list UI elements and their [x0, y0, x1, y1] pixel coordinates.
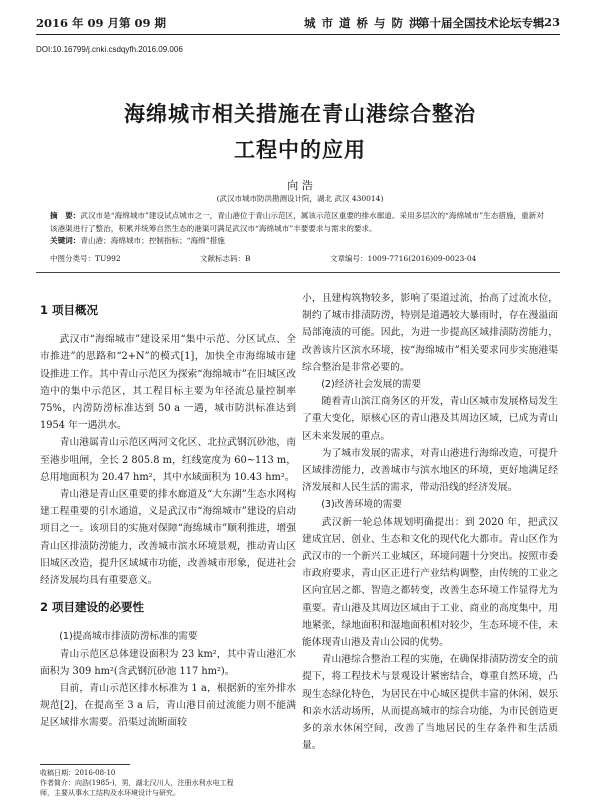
author-affiliation: (武汉市城市防洪勘测设计院，湖北 武汉 430014)	[216, 194, 384, 203]
left-column	[40, 300, 296, 732]
issue-date: 2016 年 09 月第 09 期	[36, 16, 167, 30]
paragraph: 目前，青山示范区排水标准为 1 a，根据新的室外排水规范[2]，在提高至 3 a 后，青山港目前过流能力则不能满足区域排水需要。沿渠过流断面较	[40, 683, 296, 729]
column-name: 第十届全国技术论坛专辑	[418, 16, 545, 30]
keywords-label: 关键词：	[50, 236, 81, 245]
doi: DOI:10.16799/j.cnki.csdqyfh.2016.09.006	[36, 45, 183, 54]
paragraph: 武汉市“海绵城市”建设采用“集中示范、分区试点、全市推进”的思路和“2+N”的模式[1]，加快全市海绵城市建设推进工作。其中青山示范区为探索“海绵城市”在旧城区改造中的集中示范区，其工程目标主要为年径流总量控制率 75%，内涝防涝标准达到 50 a 一遇，城市防洪标准达到 1954 年一遇洪水。	[40, 334, 296, 432]
paragraph: 青山示范区总体建设面积为 23 km²，其中青山港汇水面积为 309 hm²(含武钢沉砂池 117 hm²)。	[40, 648, 296, 677]
paragraph: 为了城市发展的需求，对青山港进行海绵改造，可提升区域排涝能力，改善城市与滨水地区的环境，更好地满足经济发展和人民生活的需求，带动沿线的经济发展。	[302, 447, 558, 494]
author-bio: 作者简介：向浩(1985-)，男，湖北汉川人，注册水利水电工程	[40, 779, 234, 787]
document-code: 文献标志码：B	[200, 254, 251, 263]
subheading: (1)提高城市排渍防涝标准的需要	[59, 631, 198, 643]
subheading: (2)经济社会发展的需要	[321, 379, 422, 391]
abstract-text: 武汉市是“海绵城市”建设试点城市之一，青山港位于青山示范区，属该示范区重要的排水廊道。采用多层次的“海绵城市”生态措施，重新对该港渠进行了整治，积累并统筹自然生态的港渠可满足武汉市“海绵城市”丰要要求与需求的要求。	[50, 211, 544, 233]
clc-number: 中图分类号：TU992	[50, 254, 121, 263]
article-number: 文章编号：1009-7716(2016)09-0023-04	[330, 254, 477, 263]
received-date: 收稿日期：2016-08-10	[40, 769, 116, 777]
section-heading-1: 1 项目概况	[40, 303, 99, 317]
paragraph: 青山港属青山示范区两河文化区、北拉武钢沉砂池，南至港步咀闸，全长 2 805.8 m，红线宽度为 60~113 m，总用地面积为 20.47 hm²，其中水域面积为 10.43 hm²。	[40, 437, 296, 483]
abstract	[50, 210, 550, 248]
title-line-2: 工程中的应用	[234, 137, 366, 162]
paragraph: 小，且建构筑物较多，影响了渠道过流，抬高了过流水位，制约了城市排渍防涝，特别是道遇较大暴雨时，存在漫溢面局部淹渍的可能。因此，为进一步提高区域排渍防涝能力，改善该片区滨水环境，按“海绵城市”相关要求同步实施港渠综合整治是非常必要的。	[302, 293, 558, 373]
abstract-label: 摘 要：	[50, 211, 81, 220]
author-bio: 师，主要从事水工结构及水环境设计与研究。	[40, 789, 180, 797]
author-name: 向 浩	[287, 179, 313, 192]
page-number: 23	[543, 15, 560, 29]
right-column	[302, 290, 558, 754]
paragraph: 青山港综合整治工程的实施，在确保排渍防涝安全的前提下，将工程技术与景观设计紧密结合，尊重自然环境，凸现生态绿化特色，为居民在中心城区提供丰富的休闲、娱乐和亲水活动场所，从而提高城市的综合功能，为市民创造更多的亲水休闲空间，改善了当地居民的生存条件和生活质量。	[302, 654, 558, 752]
paragraph: 青山港是青山区重要的排水廊道及“大东湖”生态水网构建工程重要的引水通道，义是武汉市“海绵城市”建设的启动项目之一。该项目的实施对保障“海绵城市”顺利推进，增强青山区排渍防涝能力，改善城市滨水环境景观，推动青山区旧城区改造，提升区域城市功能，改善城市形象，促进社会经济发展均具有重要意义。	[40, 489, 296, 587]
paragraph: 随着青山滨江商务区的开发，青山区城市发展格局发生了重大变化，原核心区的青山港及其周边区域，已成为青山区未来发展的重点。	[302, 396, 558, 442]
header-divider	[36, 34, 560, 35]
section-heading-2: 2 项目建设的必要性	[40, 600, 145, 615]
meta-divider	[36, 272, 560, 273]
paragraph: 武汉新一轮总体规划明确提出：到 2020 年，把武汉建成宜居、创业、生态和文化的现代化大都市。青山区作为武汉市的一个新兴工业城区，环境问题十分突出。按照市委市政府要求，青山区正进行产业结构调整，由传统的工业之区向宜居之都、智造之都转变，改善生态环境工作显得尤为重要。青山港及其周边区域由于工业、商业的高度集中，用地紧张，绿地面积和湿地面积相对较少，生态环境不佳，未能体现青山港及青山公园的优势。	[302, 516, 558, 649]
journal-name: 城 市 道 桥 与 防 洪	[304, 16, 422, 30]
keywords-text: 青山港；海绵城市；控制指标；“海绵”措施	[80, 236, 225, 245]
running-header	[36, 12, 560, 32]
footnote	[40, 768, 296, 798]
title-line-1: 海绵城市相关措施在青山港综合整治	[124, 101, 476, 126]
subheading: (3)改善环境的需要	[321, 499, 402, 511]
footnote-divider	[40, 764, 130, 765]
paper-title	[0, 96, 600, 168]
